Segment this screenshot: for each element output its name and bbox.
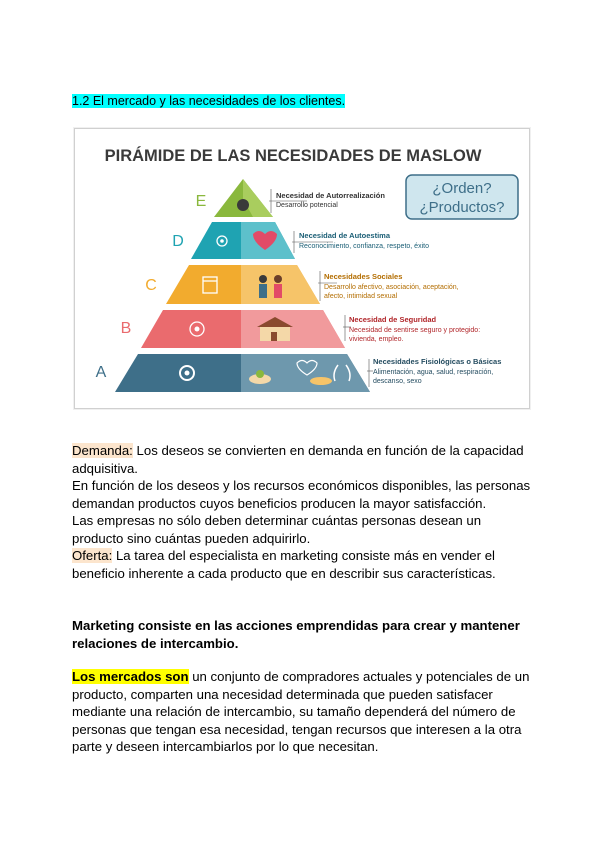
marketing-definition: Marketing consiste en las acciones emprendidas para crear y mantener relaciones de intercambio. [72,618,520,651]
svg-text:D: D [172,233,184,250]
oferta-label: Oferta: [72,548,113,563]
figure-title: PIRÁMIDE DE LAS NECESIDADES DE MASLOW [104,147,482,165]
svg-text:Alimentación, agua, salud, res: Alimentación, agua, salud, respiración, [373,369,494,376]
svg-text:A: A [95,364,107,381]
callout-box [406,175,518,219]
svg-text:Necesidades Sociales: Necesidades Sociales [324,272,403,281]
svg-text:Necesidades Fisiológicas o Bás: Necesidades Fisiológicas o Básicas [373,357,502,366]
callout-line1: ¿Orden? [432,180,492,197]
svg-text:E: E [195,193,207,210]
pyramid-level-e [196,179,386,217]
mercados-label: Los mercados son [72,669,189,684]
pyramid-level-c [145,265,458,304]
demanda-label: Demanda: [72,443,133,458]
svg-text:afecto, intimidad sexual: afecto, intimidad sexual [324,293,398,300]
svg-text:descanso, sexo: descanso, sexo [373,378,422,385]
svg-text:Necesidad de sentirse seguro y: Necesidad de sentirse seguro y protegido: [349,327,481,334]
svg-text:C: C [145,277,157,294]
pyramid-level-b [121,310,481,348]
svg-text:Necesidad de Autorrealización: Necesidad de Autorrealización [276,191,385,200]
svg-text:Reconocimiento, confianza, res: Reconocimiento, confianza, respeto, éxito [299,243,429,250]
svg-text:vivienda, empleo.: vivienda, empleo. [349,336,404,343]
svg-text:Necesidad de Seguridad: Necesidad de Seguridad [349,315,437,324]
maslow-pyramid-figure [74,128,530,409]
mercados-paragraph: Los mercados son un conjunto de compradores actuales y potenciales de un producto, comparten una necesidad determinada que pueden satisfacer mediante una relación de intercambio, su tamaño dependerá del número de personas que tengan esa necesidad, tengan recursos que interesen a la otra parte y deseen intercambiarlos por lo que necesitan. [72,669,530,754]
pyramid-level-a [96,354,502,392]
section-title: 1.2 El mercado y las necesidades de los clientes. [72,94,346,108]
svg-text:Desarrollo afectivo, asociació: Desarrollo afectivo, asociación, aceptación, [324,284,459,291]
svg-text:Desarrollo potencial: Desarrollo potencial [276,202,338,209]
callout-line2: ¿Productos? [419,199,505,216]
svg-text:Necesidad de Autoestima: Necesidad de Autoestima [299,231,390,240]
pyramid-level-d [172,222,429,259]
svg-text:B: B [120,320,132,337]
demanda-paragraph: Demanda: Los deseos se convierten en demanda en función de la capacidad adquisitiva. En función de los deseos y los recursos económicos disponibles, las personas demandan productos cuyos beneficios producen la mayor satisfacción. Las empresas no sólo deben determinar cuántas personas desean un producto sino cuántas pueden adquirirlo. Oferta: La tarea del especialista en marketing consiste más en vender el beneficio inherente a cada producto que en describir sus características. [72,443,531,581]
